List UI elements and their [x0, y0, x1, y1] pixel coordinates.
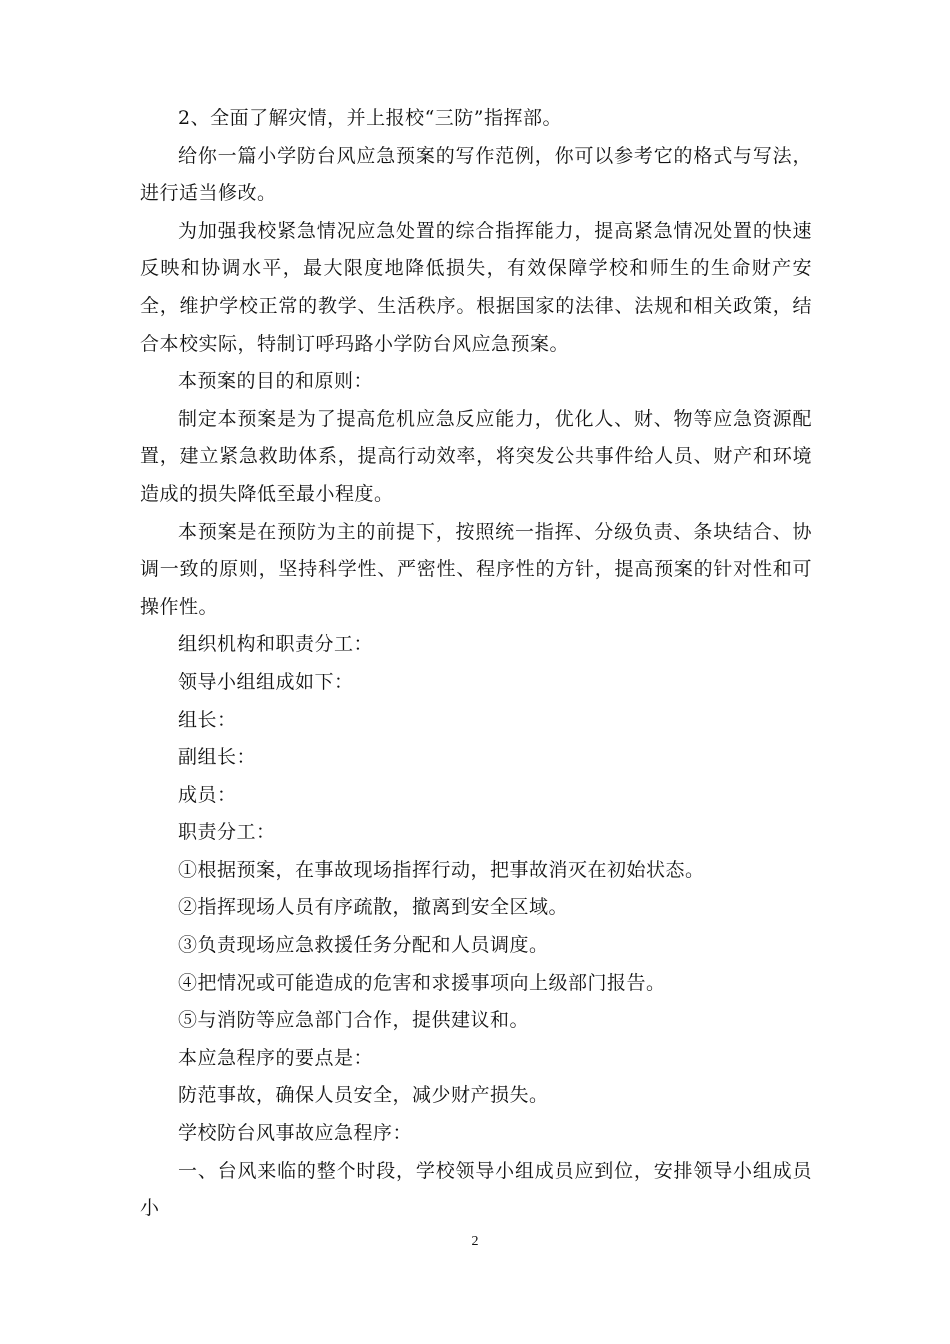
paragraph: 本预案是在预防为主的前提下，按照统一指挥、分级负责、条块结合、协调一致的原则，坚持科学性、严密性、程序性的方针，提高预案的针对性和可操作性。	[140, 520, 812, 618]
document-body	[140, 100, 812, 1228]
paragraph: 本应急程序的要点是：	[178, 1046, 374, 1069]
paragraph: 为加强我校紧急情况应急处置的综合指挥能力，提高紧急情况处置的快速反映和协调水平，最大限度地降低损失，有效保障学校和师生的生命财产安全，维护学校正常的教学、生活秩序。根据国家的法律、法规和相关政策，结合本校实际，特制订呼玛路小学防台风应急预案。	[140, 219, 812, 355]
list-item: ③负责现场应急救援任务分配和人员调度。	[178, 934, 549, 957]
paragraph: 给你一篇小学防台风应急预案的写作范例，你可以参考它的格式与写法，进行适当修改。	[140, 144, 812, 205]
paragraph: 一、台风来临的整个时段，学校领导小组成员应到位，安排领导小组成员小	[140, 1159, 812, 1220]
role-line-deputy: 副组长：	[178, 746, 257, 769]
paragraph: 本预案的目的和原则：	[178, 370, 374, 393]
list-item: ①根据预案，在事故现场指挥行动，把事故消灭在初始状态。	[178, 858, 705, 881]
section-heading: 组织机构和职责分工：	[178, 633, 374, 656]
list-item: ⑤与消防等应急部门合作，提供建议和。	[178, 1009, 530, 1032]
list-item: ②指挥现场人员有序疏散，撤离到安全区域。	[178, 896, 569, 919]
paragraph: 制定本预案是为了提高危机应急反应能力，优化人、财、物等应急资源配置，建立紧急救助体系，提高行动效率，将突发公共事件给人员、财产和环境造成的损失降低至最小程度。	[140, 407, 812, 505]
page-number: 2	[471, 1234, 479, 1249]
role-line-leader: 组长：	[178, 708, 237, 731]
role-line-members: 成员：	[178, 783, 237, 806]
paragraph: 防范事故，确保人员安全，减少财产损失。	[178, 1084, 549, 1107]
paragraph: 领导小组组成如下：	[178, 670, 354, 693]
paragraph: 2、全面了解灾情，并上报校“三防”指挥部。	[178, 107, 563, 129]
section-heading: 学校防台风事故应急程序：	[178, 1122, 413, 1145]
list-item: ④把情况或可能造成的危害和求援事项向上级部门报告。	[178, 971, 666, 994]
section-heading: 职责分工：	[178, 821, 276, 844]
